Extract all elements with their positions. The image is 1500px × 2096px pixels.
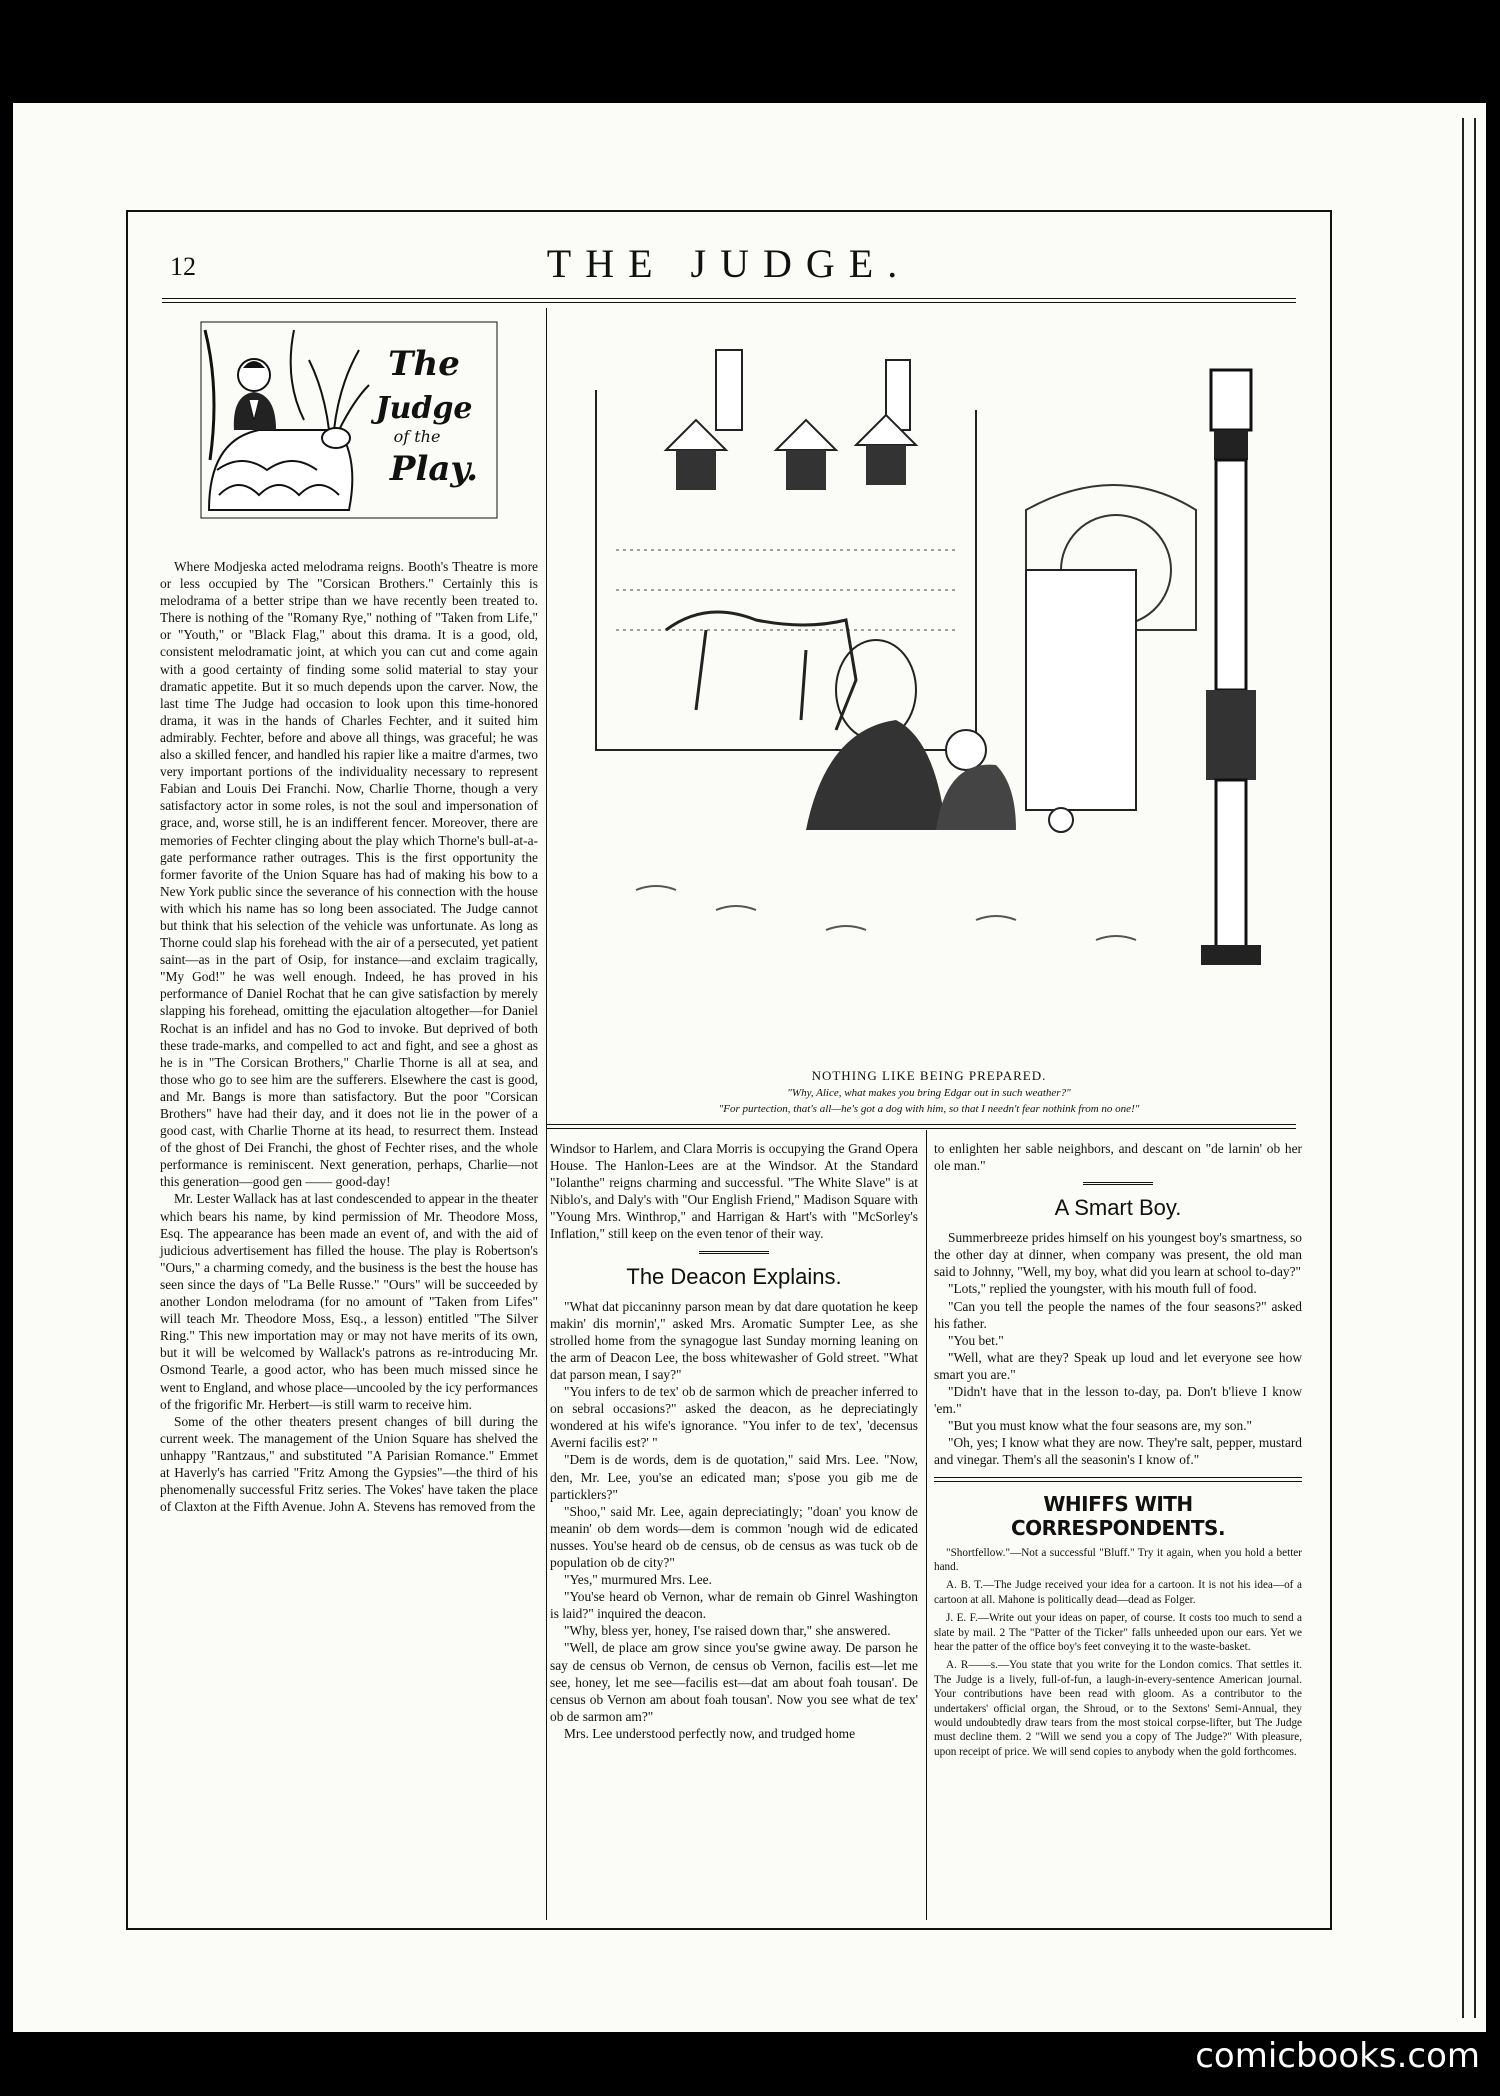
article-paragraph: Summerbreeze prides himself on his youngest boy's smartness, so the other day at dinner, when company was present, the old man said to Johnny, "Well, my boy, what did you learn at school to-day?": [934, 1230, 1302, 1280]
section-rule-double: [546, 1128, 1296, 1129]
short-rule: [1083, 1182, 1153, 1185]
svg-text:of the: of the: [393, 427, 441, 446]
article-paragraph: "You infers to de tex' ob de sarmon which de preacher inferred to on sebral occasions?" asked the deacon, as he depreciatingly wondered at his wife's ignorance. "You infer to de tex', 'decensus Averni facilis est?' ": [550, 1384, 918, 1451]
svg-text:Play.: Play.: [389, 449, 479, 489]
article-paragraph: A. B. T.—The Judge received your idea for a cartoon. It is not his idea—of a cartoon at all. Mahone is politically dead—dead as Folger.: [934, 1579, 1302, 1606]
article-paragraph: to enlighten her sable neighbors, and descant on "de larnin' ob her ole man.": [934, 1141, 1302, 1174]
binding-strip: [1462, 118, 1476, 2018]
svg-text:Judge: Judge: [375, 391, 473, 426]
section-rule: [546, 1124, 1296, 1125]
article-paragraph: "You'se heard ob Vernon, whar de remain ob Ginrel Washington is laid?" inquired the deacon.: [550, 1589, 918, 1622]
cartoon-title: NOTHING LIKE BEING PREPARED.: [811, 1068, 1047, 1083]
deacon-article-continued: [934, 1140, 1302, 1174]
right-column: [934, 1140, 1302, 1763]
cartoon-dialogue-line: "Why, Alice, what makes you bring Edgar out in such weather?": [787, 1087, 1071, 1099]
article-paragraph: "But you must know what the four seasons are, my son.": [948, 1418, 1253, 1434]
article-paragraph: Windsor to Harlem, and Clara Morris is occupying the Grand Opera House. The Hanlon-Lees are at the Windsor. At the Standard "Iolanthe" reigns charming and successful. "The White Slave" is at Niblo's, and Daly's with "Our English Friend," Madison Square with "Young Mrs. Winthrop," and Harrigan & Hart's with "McSorley's Inflation," still keep on the even tenor of their way.: [550, 1141, 918, 1242]
smart-boy-heading: A Smart Boy.: [1054, 1195, 1182, 1221]
article-paragraph: "Lots," replied the youngster, with his mouth full of food.: [948, 1281, 1257, 1297]
article-paragraph: "Well, de place am grow since you'se gwine away. De parson he say de census ob Vernon, de census ob Vernon, facilis est—let me see, honey, let me see—facilis est—dat am about foah tousan'. De census ob Vernon am about foah tousan'. Now you see what de tex' ob de sarmon am?": [550, 1640, 918, 1724]
article-paragraph: Where Modjeska acted melodrama reigns. Booth's Theatre is more or less occupied by The "Corsican Brothers." Certainly this is melodrama of a better stripe than we have recently been treated to. There is nothing of the "Romany Rye," nothing of "Taken from Life," or "Youth," or "Black Flag," about this drama. It is a good, old, consistent melodramatic joint, at which you can cut and come again with a good certainty of finding some solid material to stay your dramatic appetite. But it so much depends upon the carver. Now, the last time The Judge had occasion to look upon this time-honored drama, it was in the hands of Charles Fechter, and it suited him admirably. Fechter, before and above all things, was graceful; he was also a skilled fencer, and handled his rapier like a maitre d'armes, two very important portions of the individuality necessary to represent Fabian and Louis Dei Franchi. Now, Charlie Thorne, though a very satisfactory actor in some roles, is not the soul and impersonation of grace, and, worse still, he is an indifferent fencer. Moreover, there are memories of Fechter clinging about the play which Thorne's bull-at-a-gate performance rather outrages. This is the first opportunity the former favorite of the Union Square has had of making his bow to a New York public since the severance of his connection with the house with which his name has so long been associated. The Judge cannot but think that his selection of the vehicle was unfortunate. As long as Thorne could slap his forehead with the air of a persecuted, yet patient saint—as in the part of Osip, for instance—and exclaim tragically, "My God!" he was well enough. Indeed, he has proved in his performance of Daniel Rochat that he can give satisfaction by merely slapping his forehead, omitting the ejaculation altogether—for Daniel Rochat is an infidel and has no God to invoke. But deprived of both these trade-marks, and compelled to act and fight, and see a ghost as he is in "The Corsican Brothers," Charlie Thorne is all at sea, and those who go to see him are the sufferers. Elsewhere the cast is good, and Mr. Bangs is more than satisfactory. But the poor "Corsican Brothers" have had their day, and it does not lie in the power of a good cast, with Charlie Thorne at its head, to resurrect them. Instead of the ghost of Dei Franchi, the ghost of Fechter rises, and the whole performance is reminiscent. Next generation, perhaps, Charlie—not this generation—good gen —— good-day!: [160, 559, 538, 1190]
article-paragraph: A. R——s.—You state that you write for the London comics. That settles it. The Judge is a lively, full-of-fun, a laugh-in-every-sentence American journal. Your contributions have been read with gloom. As a contributor to the undertakers' official organ, the Shroud, or to the Sextons' Semi-Annual, they would undoubtedly draw tears from the most stoical corpse-lifter, but The Judge must decline them. 2 "Will we send you a copy of The Judge?" With pleasure, upon receipt of price. We will send copies to anybody when the gold forthcomes.: [934, 1659, 1302, 1758]
header-rule: [162, 298, 1296, 299]
theater-listing-continued: [550, 1140, 918, 1243]
article-paragraph: Mr. Lester Wallack has at last condescended to appear in the theater which bears his name, by kind permission of Mr. Theodore Moss, Esq. The appearance has been made an event of, and with the aid of judicious advertisement has filled the house. The play is Robertson's "Ours," a charming comedy, and the business is the best the house has seen since the days of "La Belle Russe." "Ours" will be succeeded by another London melodrama (for no amount of "Taken from Lifes" will teach Mr. Theodore Moss, Esq., a lesson) entitled "The Silver Ring." This new importation may or may not have merits of its own, but it will be welcomed by Wallack's patrons as re-introducing Mr. Osmond Tearle, a good actor, who has been much missed since he went to England, and whose place—uncooled by the icy performances of the frigorific Mr. Herbert—is still warm to receive him.: [160, 1191, 538, 1412]
article-paragraph: Some of the other theaters present changes of bill during the current week. The management of the Union Square has shelved the unhappy "Rantzaus," and substituted "A Parisian Romance." Emmet at Haverly's has carried "Fritz Among the Gypsies"—the third of his phenomenally successful Fritz series. The Vokes' have taken the place of Claxton at the Fifth Avenue. John A. Stevens has removed from the: [160, 1413, 538, 1515]
article-paragraph: "Well, what are they? Speak up loud and let everyone see how smart you are.": [934, 1349, 1302, 1382]
page-number: 12: [170, 252, 196, 281]
article-paragraph: "You bet.": [948, 1332, 1004, 1348]
watermark: comicbooks.com: [1195, 2036, 1480, 2076]
article-paragraph: "What dat piccaninny parson mean by dat dare quotation he keep makin' dis mornin'," asked Mrs. Aromatic Sumpter Lee, as she strolled home from the synagogue last Sunday morning leaning on the arm of Deacon Lee, the boss whitewasher of Gold street. "What dat parson mean, I say?": [550, 1298, 918, 1382]
masthead: THE JUDGE.: [546, 241, 912, 286]
smart-boy-article: [934, 1229, 1302, 1468]
page-header: [128, 212, 1330, 298]
article-paragraph: "Shortfellow."—Not a successful "Bluff." Try it again, when you hold a better hand.: [934, 1546, 1302, 1573]
deacon-article: [550, 1298, 918, 1742]
whiffs-heading: WHIFFS WITH CORRESPONDENTS.: [1010, 1491, 1226, 1540]
street-scene-cartoon-icon: [556, 330, 1302, 1002]
left-column: [160, 308, 538, 1920]
page-frame: [126, 210, 1332, 1930]
short-rule: [699, 1251, 769, 1254]
deacon-heading: The Deacon Explains.: [626, 1263, 842, 1289]
judge-of-the-play-illustration-icon: [199, 320, 499, 520]
column-divider: [926, 1130, 927, 1920]
article-paragraph: J. E. F.—Write out your ideas on paper, of course. It costs too much to send a slate by mail. 2 The "Patter of the Ticker" falls unheeded upon our ears. Yet we hear the patter of the office boy's feet conveying it to the waste-basket.: [934, 1612, 1302, 1653]
article-paragraph: "Oh, yes; I know what they are now. They're salt, pepper, mustard and vinegar. Them's all the seasonin's I know of.": [934, 1435, 1302, 1468]
section-rule: [934, 1477, 1302, 1482]
article-paragraph: "Didn't have that in the lesson to-day, pa. Don't b'lieve I know 'em.": [934, 1384, 1302, 1417]
article-paragraph: "Yes," murmured Mrs. Lee.: [564, 1572, 712, 1588]
whiffs-article: [934, 1546, 1302, 1760]
cartoon-dialogue-line: "For purtection, that's all—he's got a dog with him, so that I needn't fear nothink from no one!": [718, 1103, 1140, 1115]
article-paragraph: Mrs. Lee understood perfectly now, and trudged home: [564, 1725, 856, 1741]
column-divider: [546, 308, 547, 1920]
article-paragraph: "Can you tell the people the names of the four seasons?" asked his father.: [934, 1298, 1302, 1331]
article-paragraph: "Shoo," said Mr. Lee, again depreciatingly; "doan' you know de meanin' ob dem words—dem is common 'nough wid de edicated nusses. You'se heard ob de census, ob de census as was tuck ob de population ob de city?": [550, 1503, 918, 1570]
article-paragraph: "Dem is de words, dem is de quotation," said Mrs. Lee. "Now, den, Mr. Lee, you'se an edicated man; s'pose you gib me de particklers?": [550, 1452, 918, 1502]
cartoon-caption: [556, 1068, 1302, 1116]
play-review-article: [160, 558, 538, 1515]
header-rule-double: [162, 302, 1296, 303]
article-paragraph: "Why, bless yer, honey, I'se raised down thar," she answered.: [564, 1623, 891, 1639]
middle-column: [550, 1140, 918, 1742]
svg-text:The: The: [388, 344, 460, 384]
